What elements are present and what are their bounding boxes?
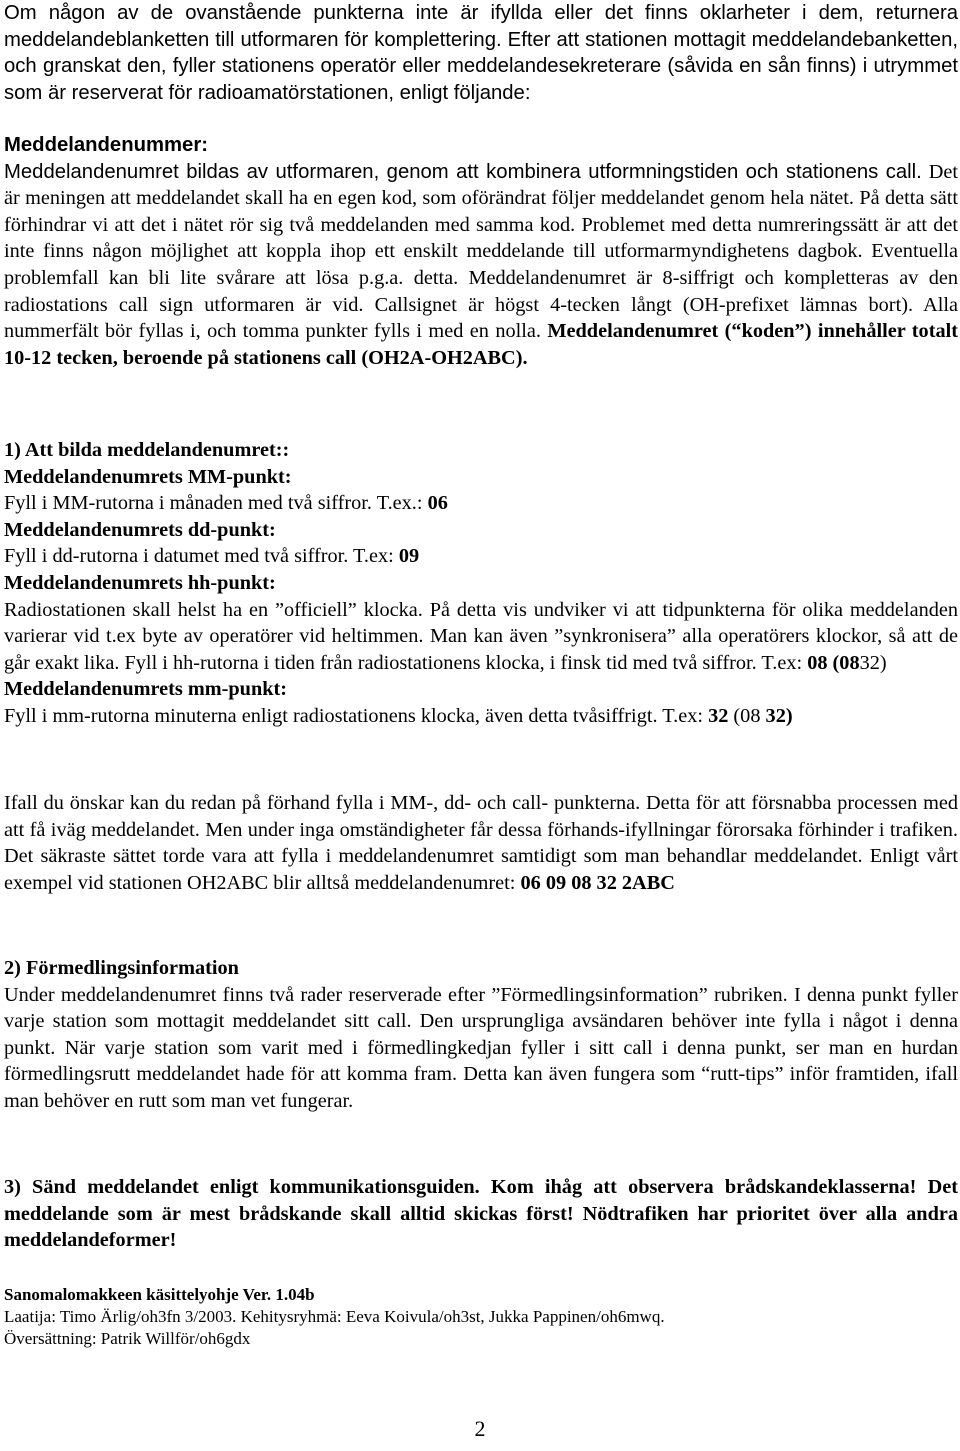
hh-text: Radiostationen skall helst ha en ”officiell” klocka. På detta vis undviker vi att tidpunkterna för olika meddelanden varierar vid t.ex byte av operatörer vid heltimmen. Man kan även ”synkronisera” alla operatörers klockor, så att de går exakt lika. Fyll i hh-rutorna i tiden från radiostationens klocka, i finsk tid med två siffror. T.ex:: [4, 598, 958, 674]
meddelandenummer-bold-text: Meddelandenumret (“koden”) innehåller totalt 10-12 tecken, beroende på stationens call (OH2A-OH2ABC).: [4, 320, 958, 369]
mmin-example: 32: [708, 704, 729, 727]
footer: [4, 1284, 958, 1350]
intro-text: Om någon av de ovanstående punkterna inte är ifyllda eller det finns oklarheter i dem, returnera meddelandeblanketten till utformaren för komplettering. Efter att stationen mottagit meddelandebanketten, och granskat den, fyller stationens operatör eller meddelandesekreterare (såvida en sån finns) i utrymmet som är reserverat för radioamatörstationen, enligt följande:: [4, 2, 958, 104]
meddelandenummer-body: [4, 159, 958, 372]
mm-example: 06: [427, 492, 448, 515]
hh-example-paren: (08: [832, 651, 860, 674]
section-2-text: Under meddelandenumret finns två rader reserverade efter ”Förmedlingsinformation” rubriken. I denna punkt fyller varje station som mottagit meddelandet sitt call. Den ursprungliga avsändaren behöver inte fylla i något i denna punkt. När varje station som varit med i förmedlingkedjan fyller i sitt call i denna punkt, ser man en hurdan förmedlingsrutt meddelandet hade för att komma fram. Detta kan även fungera som “rutt-tips” inför framtiden, ifall man behöver en rutt som man vet fungerar.: [4, 983, 958, 1112]
hh-example: 08: [807, 651, 828, 674]
footer-authors: Laatija: Timo Ärlig/oh3fn 3/2003. Kehitysryhmä: Eeva Koivula/oh3st, Jukka Pappinen/oh6mwq.: [4, 1307, 665, 1326]
mmin-example-paren: (08: [733, 704, 761, 727]
section-3-text: 3) Sänd meddelandet enligt kommunikationsguiden. Kom ihåg att observera brådskandeklasserna! Det meddelande som är mest brådskande skall alltid skickas först! Nödtrafiken har prioritet över alla andra meddelandeformer!: [4, 1176, 958, 1252]
prefill-paragraph: [4, 790, 958, 896]
section-1: [4, 437, 958, 730]
hh-heading: Meddelandenumrets hh-punkt:: [4, 571, 276, 594]
meddelandenummer-section: [4, 132, 958, 371]
section-2-heading: 2) Förmedlingsinformation: [4, 957, 239, 979]
dd-example: 09: [398, 545, 420, 568]
meddelandenummer-serif-text: Det är meningen att meddelandet skall ha en egen kod, som oförändrat följer meddelandet genom hela nätet. På detta sätt förhindrar vi att det i nätet rör sig två meddelanden med samma kod. Problemet med detta numreringssätt är att det inte finns någon möjlighet att koppla ihop ett enskilt meddelande till utformarmyndighetens dagbok. Eventuella problemfall kan bli lite svårare att lösa p.g.a. detta. Meddelandenumret är 8-siffrigt och kompletteras av den radiostations call sign utformaren är vid. Callsignet är högst 4-tecken långt (OH-prefixet lämnas bort). Alla nummerfält bör fyllas i, och tomma punkter fylls i med en nolla.: [4, 160, 958, 343]
footer-title: Sanomalomakkeen käsittelyohje Ver. 1.04b: [4, 1285, 315, 1304]
mmin-example-minutes: 32): [765, 704, 793, 727]
meddelandenummer-sans-text: Meddelandenumret bildas av utformaren, genom att kombinera utformningstiden och stationens call.: [4, 160, 922, 183]
section-1-heading: 1) Att bilda meddelandenumret::: [4, 439, 290, 461]
mmin-heading: Meddelandenumrets mm-punkt:: [4, 678, 288, 701]
mm-line: [4, 490, 958, 517]
mmin-line: [4, 703, 958, 730]
meddelandenummer-heading: Meddelandenummer:: [4, 134, 208, 156]
prefill-text: Ifall du önskar kan du redan på förhand fylla i MM-, dd- och call- punkterna. Detta för att försnabba processen med att få iväg meddelandet. Men under inga omständigheter får dessa förhands-ifyllningar förorsaka förhinder i trafiken. Det säkraste sättet torde vara att fylla i meddelandenumret samtidigt som man behandlar meddelandet. Enligt vårt exempel vid stationen OH2ABC blir alltså meddelandenumret:: [4, 792, 958, 894]
dd-heading: Meddelandenumrets dd-punkt:: [4, 518, 276, 541]
section-3: [4, 1174, 958, 1254]
mm-heading: Meddelandenumrets MM-punkt:: [4, 465, 292, 488]
mmin-text: Fyll i mm-rutorna minuterna enligt radiostationens klocka, även detta tvåsiffrigt. T.ex:: [4, 704, 703, 727]
dd-line: [4, 543, 958, 570]
mm-text: Fyll i MM-rutorna i månaden med två siffror. T.ex.:: [4, 492, 423, 515]
footer-translation: Översättning: Patrik Willför/oh6gdx: [4, 1329, 251, 1348]
hh-paragraph: [4, 597, 958, 677]
intro-paragraph: [4, 0, 958, 106]
prefill-body: [4, 790, 958, 896]
prefill-example: 06 09 08 32 2ABC: [520, 871, 675, 894]
page-number: 2: [474, 1416, 486, 1441]
hh-example-minutes: 32): [859, 651, 887, 674]
dd-text: Fyll i dd-rutorna i datumet med två siffror. T.ex:: [4, 545, 394, 568]
section-2: [4, 955, 958, 1115]
